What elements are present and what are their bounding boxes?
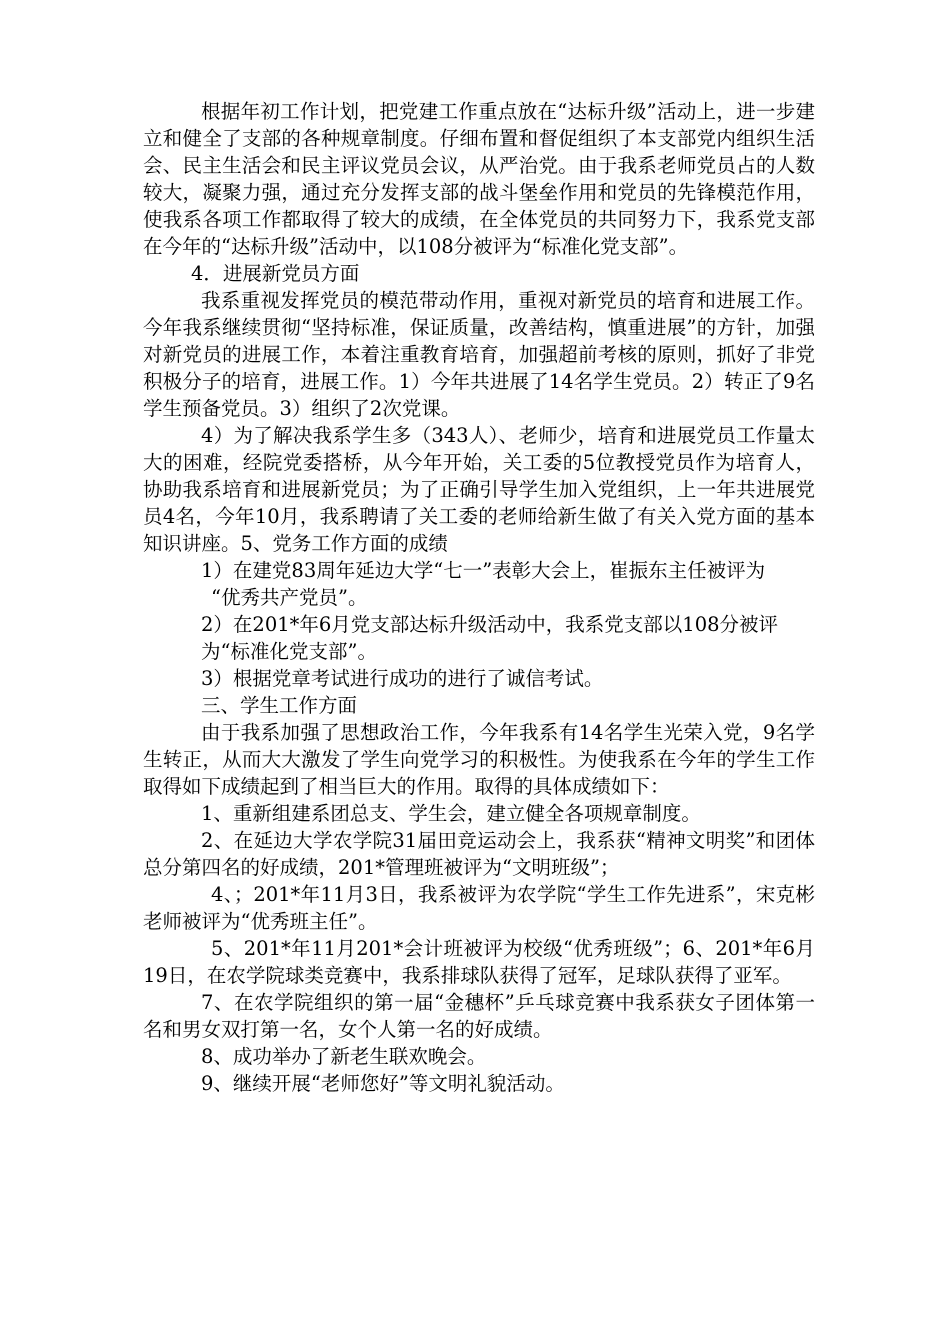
paragraph-award-2-cont: 为“标准化党支部”。 bbox=[201, 640, 377, 663]
list-item-8: 8、成功举办了新老生联欢晚会。 bbox=[201, 1045, 487, 1068]
paragraph-award-1-cont: “优秀共产党员”。 bbox=[211, 586, 368, 609]
document-body bbox=[143, 98, 815, 1097]
paragraph-party-building: 根据年初工作计划，把党建工作重点放在“达标升级”活动上，进一步建立和健全了支部的各种规章制度。仔细布置和督促组织了本支部党内组织生活会、民主生活会和民主评议党员会议，从严治党。由于我系老师党员占的人数较大，凝聚力强，通过充分发挥支部的战斗堡垒作用和党员的先锋模范作用，使我系各项工作都取得了较大的成绩，在全体党员的共同努力下，我系党支部在今年的“达标升级”活动中，以108分被评为“标准化党支部”。 bbox=[143, 100, 815, 258]
list-item-4: 4、；201*年11月3日，我系被评为农学院“学生工作先进系”，宋克彬老师被评为“优秀班主任”。 bbox=[143, 883, 815, 933]
paragraph-new-members: 我系重视发挥党员的模范带动作用，重视对新党员的培育和进展工作。今年我系继续贯彻“坚持标准，保证质量，改善结构，慎重进展”的方针，加强对新党员的进展工作，本着注重教育培育，加强超前考核的原则，抓好了非党积极分子的培育，进展工作。1）今年共进展了14名学生党员。2）转正了9名学生预备党员。3）组织了2次党课。 bbox=[143, 289, 815, 420]
paragraph-award-1: 1）在建党83周年延边大学“七一”表彰大会上，崔振东主任被评为 bbox=[201, 559, 766, 582]
paragraph-training: 4）为了解决我系学生多（343人）、老师少，培育和进展党员工作量太大的困难，经院党委搭桥，从今年开始，关工委的5位教授党员作为培育人，协助我系培育和进展新党员；为了正确引导学生加入党组织，上一年共进展党员4名，今年10月，我系聘请了关工委的老师给新生做了有关入党方面的基本知识讲座。5、党务工作方面的成绩 bbox=[143, 424, 815, 555]
paragraph-award-3: 3）根据党章考试进行成功的进行了诚信考试。 bbox=[201, 667, 604, 690]
heading-student-work: 三、学生工作方面 bbox=[201, 694, 358, 717]
list-item-1: 1、重新组建系团总支、学生会，建立健全各项规章制度。 bbox=[201, 802, 701, 825]
heading-new-members: 4．进展新党员方面 bbox=[191, 262, 360, 285]
paragraph-student-work: 由于我系加强了思想政治工作，今年我系有14名学生光荣入党，9名学生转正，从而大大激发了学生向党学习的积极性。为使我系在今年的学生工作取得如下成绩起到了相当巨大的作用。取得的具体成绩如下： bbox=[143, 721, 815, 798]
paragraph-award-2: 2）在201*年6月党支部达标升级活动中，我系党支部以108分被评 bbox=[201, 613, 779, 636]
list-item-5-6: 5、201*年11月201*会计班被评为校级“优秀班级”；6、201*年6月19日，在农学院球类竞赛中，我系排球队获得了冠军，足球队获得了亚军。 bbox=[143, 937, 815, 987]
list-item-9: 9、继续开展“老师您好”等文明礼貌活动。 bbox=[201, 1072, 565, 1095]
list-item-7: 7、在农学院组织的第一届“金穗杯”乒乓球竞赛中我系获女子团体第一名和男女双打第一名，女个人第一名的好成绩。 bbox=[143, 991, 815, 1041]
list-item-2: 2、在延边大学农学院31届田竞运动会上，我系获“精神文明奖”和团体总分第四名的好成绩，201*管理班被评为“文明班级”； bbox=[143, 829, 815, 879]
